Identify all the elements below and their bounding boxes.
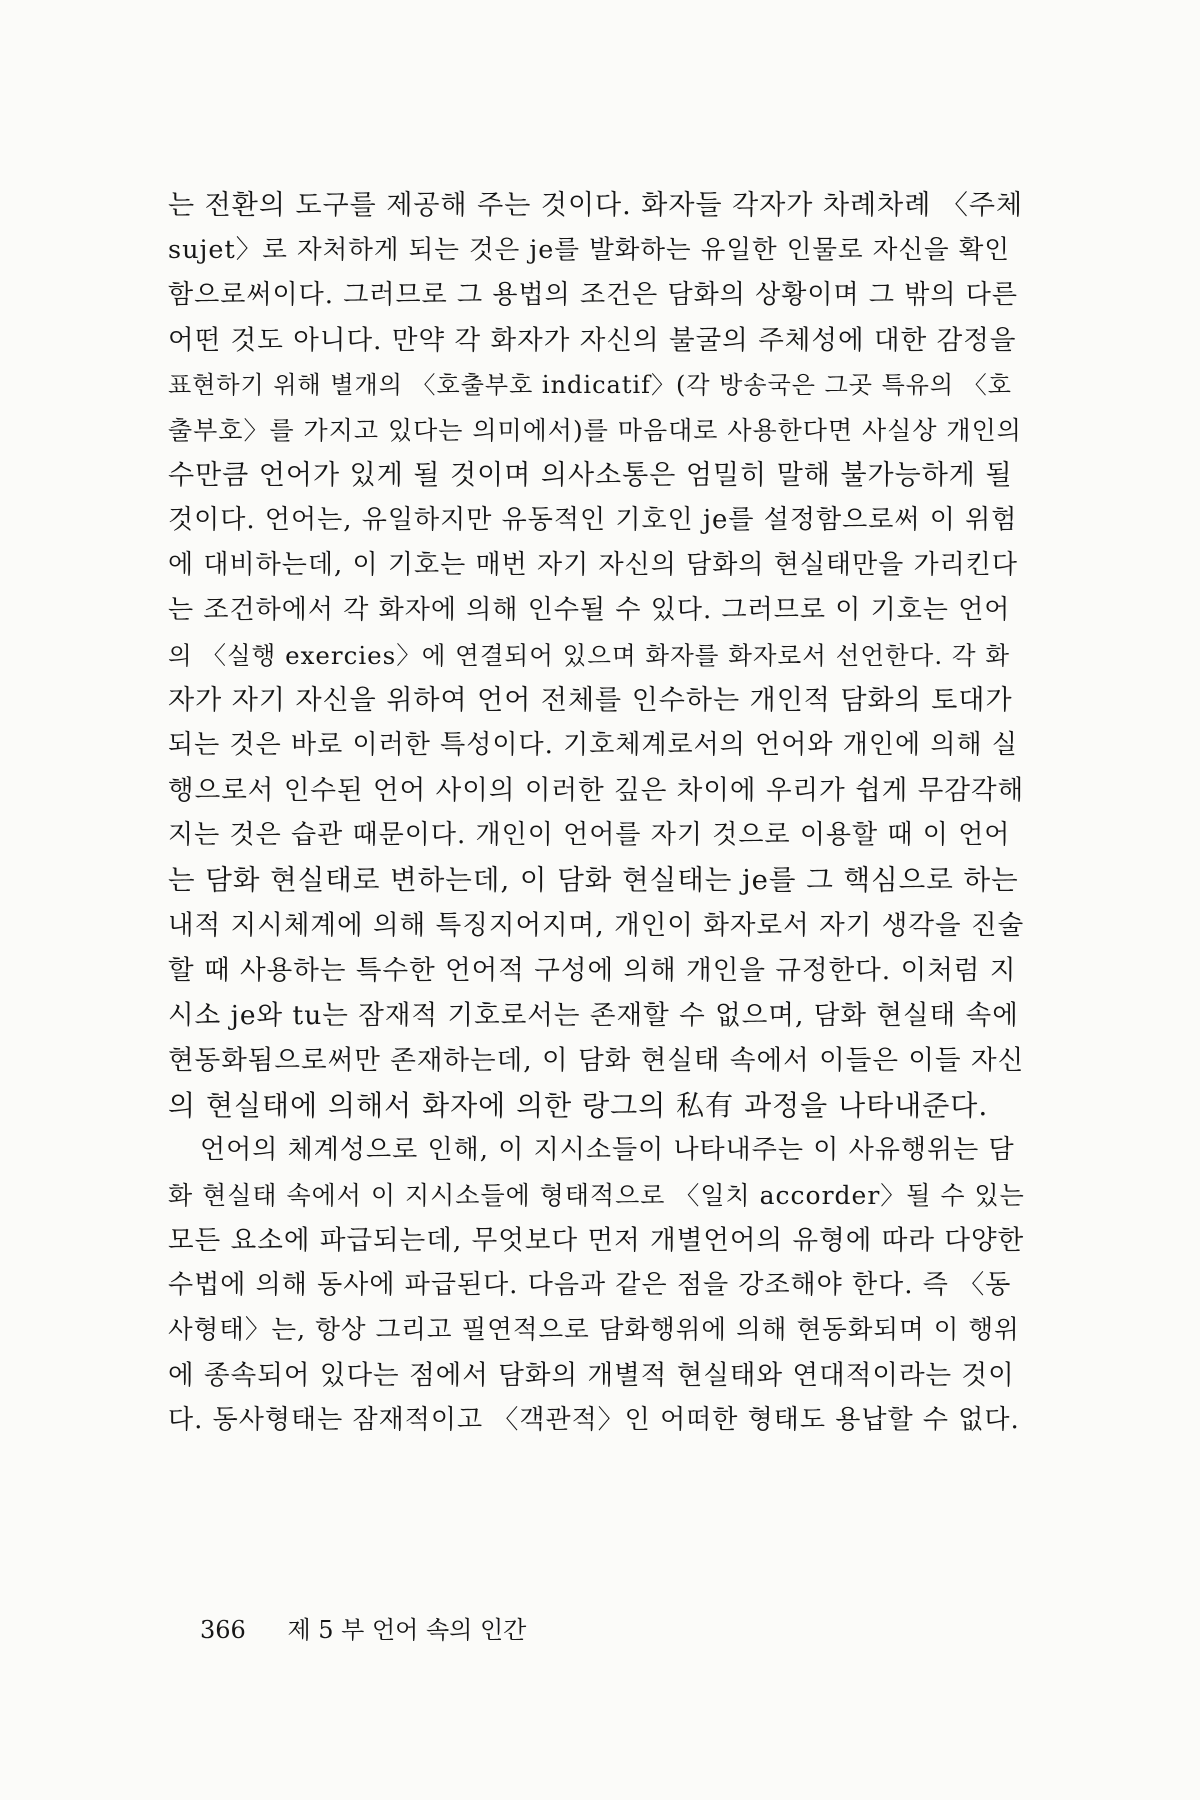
body-text [168,183,1025,1443]
text-line: 는 담화 현실태로 변하는데, 이 담화 현실태는 je를 그 핵심으로 하는 [168,864,1019,896]
text-line: 사형태〉는, 항상 그리고 필연적으로 담화행위에 의해 현동화되며 이 행위 [168,1315,1020,1345]
text-line: 출부호〉를 가지고 있다는 의미에서)를 마음대로 사용한다면 사실상 개인의 [168,416,1022,445]
text-line: 할 때 사용하는 특수한 언어적 구성에 의해 개인을 규정한다. 이처럼 지 [168,955,1017,986]
text-line: 수법에 의해 동사에 파급된다. 다음과 같은 점을 강조해야 한다. 즉 〈동 [168,1270,1012,1300]
text-line: 화 현실태 속에서 이 지시소들에 형태적으로 〈일치 accorder〉될 수 있는 [168,1181,1025,1210]
text-line: 언어의 체계성으로 인해, 이 지시소들이 나타내주는 이 사유행위는 담 [200,1135,1015,1165]
text-line: 수만큼 언어가 있게 될 것이며 의사소통은 엄밀히 말해 불가능하게 될 [168,460,1013,491]
text-line: 자가 자기 자신을 위하여 언어 전체를 인수하는 개인적 담화의 토대가 [168,685,1013,716]
text-line: 현동화됨으로써만 존재하는데, 이 담화 현실태 속에서 이들은 이들 자신 [168,1045,1025,1076]
running-header-section: 제 5 부 언어 속의 인간 [287,1616,527,1644]
text-line: sujet〉로 자처하게 되는 것은 je를 발화하는 유일한 인물로 자신을 확인 [168,235,1011,265]
text-line: 지는 것은 습관 때문이다. 개인이 언어를 자기 것으로 이용할 때 이 언어 [168,820,1011,850]
text-line: 의 〈실행 exercies〉에 연결되어 있으며 화자를 화자로서 선언한다. 각 화 [168,641,1011,670]
text-line: 행으로서 인수된 언어 사이의 이러한 깊은 차이에 우리가 쉽게 무감각해 [168,775,1025,806]
text-line: 에 대비하는데, 이 기호는 매번 자기 자신의 담화의 현실태만을 가리킨다 [168,550,1019,580]
text-line: 의 현실태에 의해서 화자에 의한 랑그의 私有 과정을 나타내준다. [168,1089,989,1122]
text-line: 다. 동사형태는 잠재적이고 〈객관적〉인 어떠한 형태도 용납할 수 없다. [168,1405,1020,1435]
text-line: 표현하기 위해 별개의 〈호출부호 indicatif〉(각 방송국은 그곳 특유의 〈호 [168,371,1012,399]
text-line: 내적 지시체계에 의해 특징지어지며, 개인이 화자로서 자기 생각을 진술 [168,910,1025,941]
text-line: 는 전환의 도구를 제공해 주는 것이다. 화자들 각자가 차례차례 〈주체 [168,190,1024,221]
text-line: 시소 je와 tu는 잠재적 기호로서는 존재할 수 없으며, 담화 현실태 속에 [168,1000,1019,1031]
text-line: 모든 요소에 파급되는데, 무엇보다 먼저 개별언어의 유형에 따라 다양한 [168,1225,1025,1256]
paragraph-1 [168,183,1025,1128]
text-line: 것이다. 언어는, 유일하지만 유동적인 기호인 je를 설정함으로써 이 위험 [168,505,1018,535]
text-line: 에 종속되어 있다는 점에서 담화의 개별적 현실태와 연대적이라는 것이 [168,1360,1015,1391]
text-line: 어떤 것도 아니다. 만약 각 화자가 자신의 불굴의 주체성에 대한 감정을 [168,325,1017,356]
text-line: 함으로써이다. 그러므로 그 용법의 조건은 담화의 상황이며 그 밖의 다른 [168,280,1019,310]
text-line: 되는 것은 바로 이러한 특성이다. 기호체계로서의 언어와 개인에 의해 실 [168,730,1019,760]
page-number: 366 [200,1616,246,1644]
text-line: 는 조건하에서 각 화자에 의해 인수될 수 있다. 그러므로 이 기호는 언어 [168,595,1011,625]
paragraph-2 [168,1128,1025,1443]
page-footer [200,1610,526,1650]
